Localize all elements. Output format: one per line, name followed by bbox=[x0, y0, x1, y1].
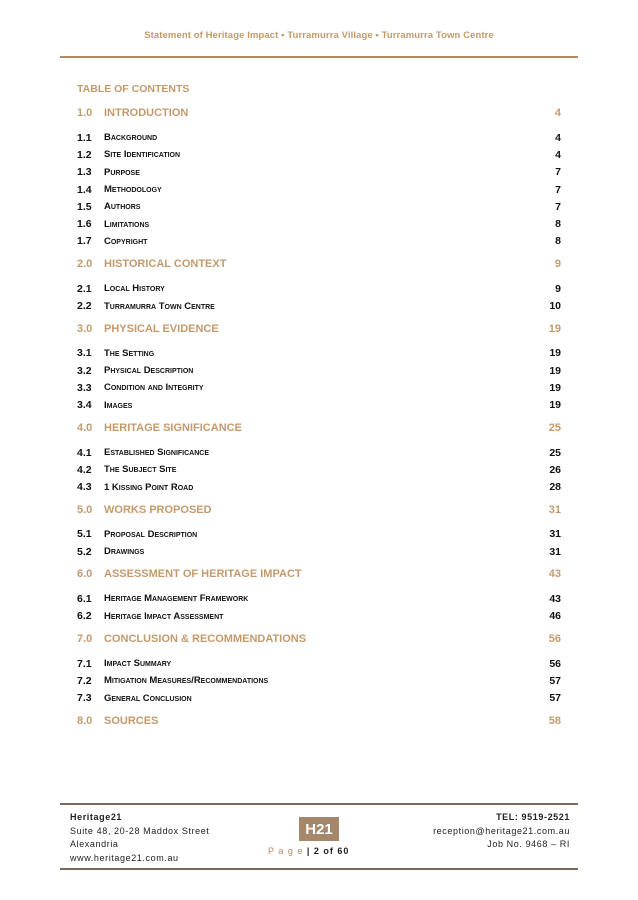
toc-subsection-row[interactable] bbox=[77, 164, 561, 181]
toc-section-row[interactable] bbox=[77, 256, 561, 272]
header-divider bbox=[60, 56, 578, 58]
subsection-title: Condition and Integrity bbox=[104, 382, 204, 394]
page-numbers: 2 of 60 bbox=[313, 846, 350, 856]
toc-subsection-row[interactable] bbox=[77, 690, 561, 707]
section-number: 8.0 bbox=[77, 714, 93, 727]
toc-section-row[interactable] bbox=[77, 566, 561, 582]
subsection-number: 1.7 bbox=[77, 235, 92, 248]
footer-address-block bbox=[70, 811, 209, 865]
subsection-number: 3.4 bbox=[77, 399, 92, 412]
section-title: HISTORICAL CONTEXT bbox=[104, 258, 227, 271]
subsection-number: 1.6 bbox=[77, 218, 92, 231]
section-title: WORKS PROPOSED bbox=[104, 503, 212, 516]
subsection-title: Heritage Management Framework bbox=[104, 593, 249, 605]
toc-subsection-row[interactable] bbox=[77, 655, 561, 672]
toc-subsection-row[interactable] bbox=[77, 461, 561, 478]
toc-subsection-row[interactable] bbox=[77, 233, 561, 250]
toc-subsection-row[interactable] bbox=[77, 379, 561, 396]
subsection-number: 2.1 bbox=[77, 282, 92, 295]
toc-subsection-row[interactable] bbox=[77, 444, 561, 461]
subsection-title: Images bbox=[104, 399, 133, 411]
subsection-page: 8 bbox=[555, 235, 561, 248]
subsection-number: 3.3 bbox=[77, 381, 92, 394]
address-line-2: Alexandria bbox=[70, 839, 119, 849]
subsection-page: 9 bbox=[555, 282, 561, 295]
toc-subsection-row[interactable] bbox=[77, 215, 561, 232]
table-of-contents bbox=[77, 82, 561, 729]
subsection-page: 7 bbox=[555, 166, 561, 179]
subsection-title: Impact Summary bbox=[104, 658, 172, 670]
subsection-number: 3.1 bbox=[77, 347, 92, 360]
subsection-page: 31 bbox=[549, 528, 561, 541]
subsection-title: Proposal Description bbox=[104, 528, 198, 540]
subsection-number: 1.4 bbox=[77, 183, 92, 196]
subsection-number: 4.3 bbox=[77, 481, 92, 494]
toc-subsection-row[interactable] bbox=[77, 543, 561, 560]
subsection-page: 19 bbox=[549, 381, 561, 394]
subsection-number: 3.2 bbox=[77, 364, 92, 377]
running-header: Statement of Heritage Impact • Turramurra Village • Turramurra Town Centre bbox=[144, 30, 494, 41]
subsection-number: 6.1 bbox=[77, 592, 92, 605]
subsection-page: 19 bbox=[549, 364, 561, 377]
subsection-number: 1.3 bbox=[77, 166, 92, 179]
subsection-number: 1.5 bbox=[77, 200, 92, 213]
subsection-page: 7 bbox=[555, 200, 561, 213]
section-title: SOURCES bbox=[104, 714, 159, 727]
toc-subsection-row[interactable] bbox=[77, 608, 561, 625]
subsection-page: 57 bbox=[549, 674, 561, 687]
subsection-page: 28 bbox=[549, 481, 561, 494]
section-page: 4 bbox=[554, 107, 561, 119]
toc-subsection-row[interactable] bbox=[77, 397, 561, 414]
subsection-title: Purpose bbox=[104, 166, 140, 178]
section-title: CONCLUSION & RECOMMENDATIONS bbox=[104, 632, 307, 645]
subsection-number: 4.1 bbox=[77, 446, 92, 459]
subsection-title: The Subject Site bbox=[104, 464, 177, 476]
toc-subsection-row[interactable] bbox=[77, 672, 561, 689]
section-page: 43 bbox=[548, 568, 561, 581]
website-link[interactable]: www.heritage21.com.au bbox=[70, 852, 179, 863]
telephone: TEL: 9519-2521 bbox=[496, 812, 570, 822]
subsection-title: The Setting bbox=[104, 347, 155, 359]
subsection-page: 56 bbox=[549, 657, 561, 670]
subsection-title: 1 Kissing Point Road bbox=[104, 481, 194, 493]
toc-section-row[interactable] bbox=[77, 321, 561, 337]
job-number: Job No. 9468 – RI bbox=[487, 839, 570, 849]
toc-subsection-row[interactable] bbox=[77, 280, 561, 297]
subsection-number: 1.2 bbox=[77, 148, 92, 161]
subsection-title: Methodology bbox=[104, 184, 162, 196]
toc-subsection-row[interactable] bbox=[77, 129, 561, 146]
section-number: 2.0 bbox=[77, 258, 93, 271]
email-link[interactable]: reception@heritage21.com.au bbox=[433, 825, 570, 836]
subsection-page: 43 bbox=[549, 592, 561, 605]
subsection-page: 25 bbox=[549, 446, 561, 459]
toc-subsection-row[interactable] bbox=[77, 362, 561, 379]
section-number: 6.0 bbox=[77, 568, 93, 581]
section-title: HERITAGE SIGNIFICANCE bbox=[104, 421, 242, 434]
subsection-number: 1.1 bbox=[77, 131, 92, 144]
toc-entries bbox=[77, 105, 561, 729]
subsection-title: General Conclusion bbox=[104, 692, 192, 704]
subsection-number: 7.3 bbox=[77, 692, 92, 705]
toc-subsection-row[interactable] bbox=[77, 198, 561, 215]
subsection-title: Local History bbox=[104, 283, 165, 295]
subsection-title: Limitations bbox=[104, 218, 150, 230]
subsection-page: 4 bbox=[555, 131, 561, 144]
toc-subsection-row[interactable] bbox=[77, 526, 561, 543]
address-line-1: Suite 48, 20-28 Maddox Street bbox=[70, 825, 210, 836]
subsection-title: Mitigation Measures/Recommendations bbox=[104, 675, 269, 687]
subsection-number: 7.1 bbox=[77, 657, 92, 670]
footer-contact-block bbox=[433, 811, 570, 852]
section-page: 9 bbox=[554, 258, 561, 271]
subsection-number: 5.1 bbox=[77, 528, 92, 541]
section-number: 1.0 bbox=[77, 107, 93, 119]
toc-subsection-row[interactable] bbox=[77, 297, 561, 314]
section-title: PHYSICAL EVIDENCE bbox=[104, 322, 219, 335]
subsection-page: 57 bbox=[549, 692, 561, 705]
section-page: 58 bbox=[548, 714, 561, 727]
page-label: P a g e bbox=[268, 846, 304, 856]
section-number: 4.0 bbox=[77, 421, 93, 434]
subsection-page: 8 bbox=[555, 218, 561, 231]
section-page: 31 bbox=[548, 503, 561, 516]
toc-section-row[interactable] bbox=[77, 713, 561, 729]
subsection-page: 19 bbox=[549, 399, 561, 412]
subsection-title: Physical Description bbox=[104, 365, 194, 377]
subsection-page: 7 bbox=[555, 183, 561, 196]
subsection-title: Established Significance bbox=[104, 447, 210, 458]
subsection-title: Background bbox=[104, 132, 158, 144]
section-number: 7.0 bbox=[77, 632, 93, 645]
subsection-number: 6.2 bbox=[77, 610, 92, 623]
toc-subsection-row[interactable] bbox=[77, 590, 561, 607]
section-page: 25 bbox=[548, 421, 561, 434]
toc-subsection-row[interactable] bbox=[77, 146, 561, 163]
section-number: 3.0 bbox=[77, 322, 93, 335]
subsection-title: Authors bbox=[104, 201, 141, 213]
subsection-page: 4 bbox=[555, 148, 561, 161]
toc-subsection-row[interactable] bbox=[77, 181, 561, 198]
subsection-number: 4.2 bbox=[77, 463, 92, 476]
section-title: ASSESSMENT OF HERITAGE IMPACT bbox=[104, 568, 302, 581]
footer-divider-bottom bbox=[60, 868, 578, 870]
toc-section-row[interactable] bbox=[77, 420, 561, 436]
subsection-number: 7.2 bbox=[77, 674, 92, 687]
subsection-page: 31 bbox=[549, 545, 561, 558]
subsection-title: Site Identification bbox=[104, 149, 181, 161]
toc-section-row[interactable] bbox=[77, 105, 561, 121]
section-number: 5.0 bbox=[77, 503, 93, 516]
subsection-page: 19 bbox=[549, 347, 561, 360]
subsection-number: 2.2 bbox=[77, 300, 92, 313]
page-separator: | bbox=[306, 846, 311, 856]
subsection-title: Drawings bbox=[104, 546, 145, 558]
toc-subsection-row[interactable] bbox=[77, 345, 561, 362]
footer-divider-top bbox=[60, 803, 578, 805]
section-page: 56 bbox=[548, 632, 561, 645]
company-name: Heritage21 bbox=[70, 812, 123, 822]
subsection-number: 5.2 bbox=[77, 545, 92, 558]
subsection-title: Heritage Impact Assessment bbox=[104, 610, 224, 622]
subsection-page: 26 bbox=[549, 463, 561, 476]
subsection-page: 46 bbox=[549, 610, 561, 623]
toc-section-row[interactable] bbox=[77, 502, 561, 518]
page-indicator bbox=[268, 846, 349, 856]
toc-section-row[interactable] bbox=[77, 631, 561, 647]
toc-subsection-row[interactable] bbox=[77, 478, 561, 495]
subsection-title: Copyright bbox=[104, 235, 148, 247]
subsection-page: 10 bbox=[549, 300, 561, 313]
h21-logo: H21 bbox=[299, 817, 339, 841]
subsection-title: Turramurra Town Centre bbox=[104, 300, 215, 312]
section-page: 19 bbox=[548, 322, 561, 335]
section-title: INTRODUCTION bbox=[104, 107, 189, 119]
toc-heading: TABLE OF CONTENTS bbox=[77, 83, 190, 95]
